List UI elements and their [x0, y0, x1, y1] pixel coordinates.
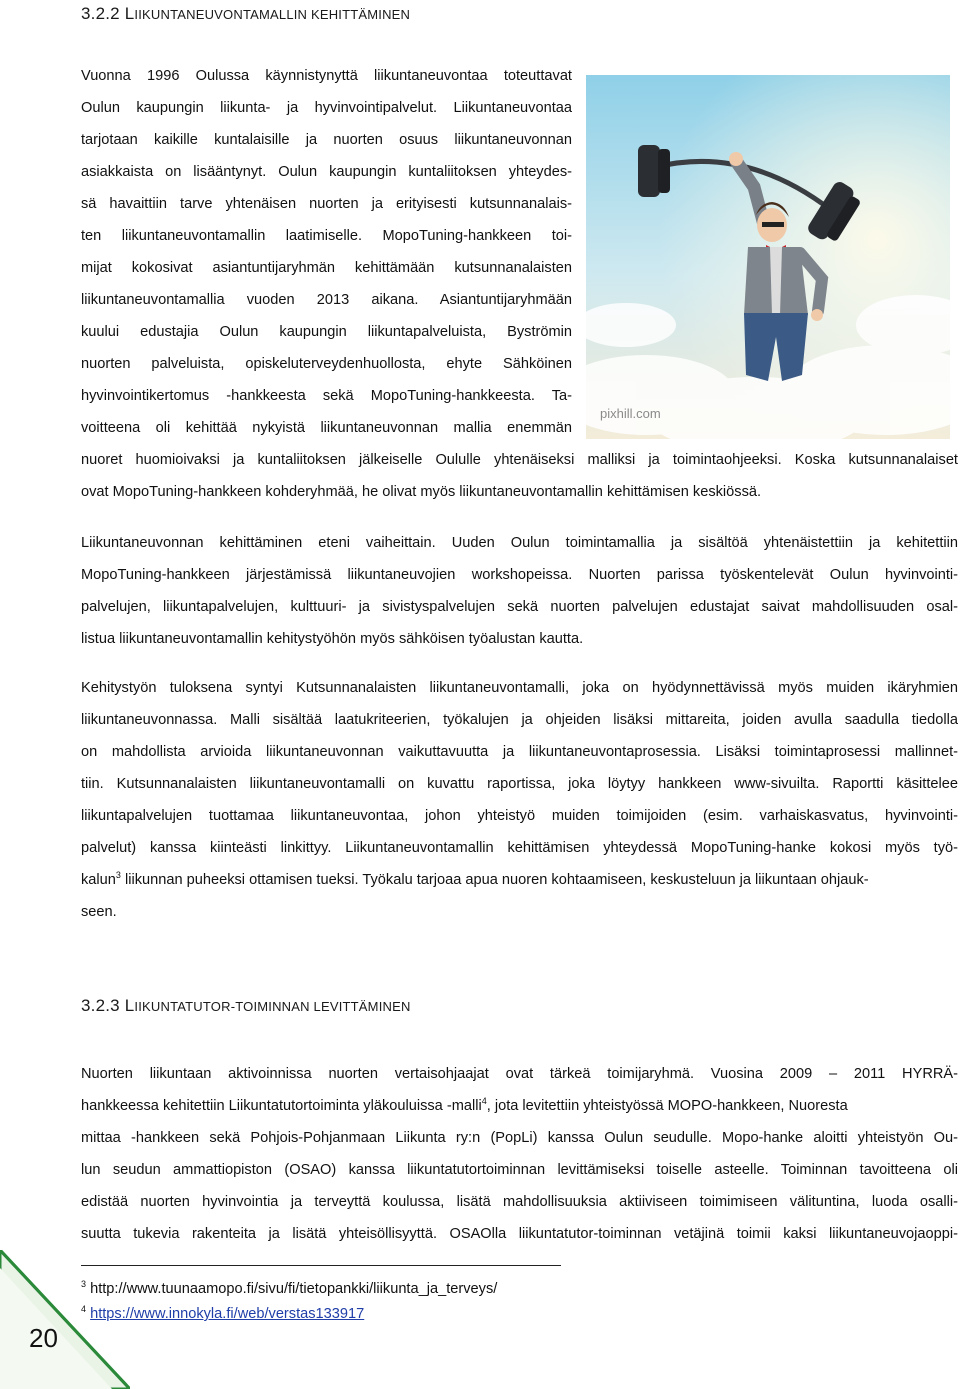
section-title: LIIKUNTATUTOR-TOIMINNAN LEVITTÄMINEN: [124, 996, 411, 1015]
text-line: liikuntaneuvontamallia vuoden 2013 aikana. Asiantuntijaryhmään: [81, 292, 572, 308]
barbell-man-photo: [586, 75, 950, 439]
text-line: Oulun kaupungin liikunta- ja hyvinvointipalvelut. Liikuntaneuvontaa: [81, 100, 572, 116]
section-heading-3-2-3: [81, 996, 411, 1016]
text-line: palvelujen, liikuntapalvelujen, kulttuuri- ja sivistyspalvelujen sekä nuorten palvelujen edustajat saivat mahdollisuuden osal-: [81, 599, 958, 615]
text-line: Liikuntaneuvonnan kehittäminen eteni vaiheittain. Uuden Oulun toimintamallia ja sisältöä yhtenäistettiin ja kehitettiin: [81, 535, 958, 551]
text-line: lun seudun ammattiopiston (OSAO) kanssa liikuntatutortoiminnan levittämiseksi toiselle asteelle. Toiminnan tavoitteena oli: [81, 1162, 958, 1178]
text-line: Nuorten liikuntaan aktivoinnissa nuorten vertaisohjaajat ovat tärkeä toimijaryhmä. Vuosina 2009 – 2011 HYRRÄ-: [81, 1066, 958, 1082]
text-line: asiakkaista on lisääntynyt. Oulun kaupungin kuntaliitoksen yhteydes-: [81, 164, 572, 180]
text-line: Kehitystyön tuloksena syntyi Kutsunnanalaisten liikuntaneuvontamalli, joka on hyödynnettävissä myös muiden ikäryhmien: [81, 680, 958, 696]
text-line: nuorten palveluista, opiskeluterveydenhuollosta, ehyte Sähköinen: [81, 356, 572, 372]
text-line: tiin. Kutsunnanalaisten liikuntaneuvontamalli on kuvattu raportissa, joka löytyy hankkeen www-sivuilta. Raportti käsittelee: [81, 776, 958, 792]
text-line: on mahdollista arvioida liikuntaneuvonnan vaikuttavuutta ja liikuntaneuvontaprosessia. Lisäksi toimintaprosessi mallinnet-: [81, 744, 958, 760]
text-line: liikuntaneuvonnassa. Malli sisältää laatukriteerien, työkalujen ja ohjeiden lisäksi mittareita, joiden avulla saadulla tiedolla: [81, 712, 958, 728]
text-line: mijat kokosivat asiantuntijaryhmän kehittämään kutsunnanalaisten: [81, 260, 572, 276]
text-line: voitteena oli kehittää nykyistä liikuntaneuvonnan mallia enemmän: [81, 420, 572, 436]
text-line: ten liikuntaneuvontamallin laatimiselle. MopoTuning-hankkeen toi-: [81, 228, 572, 244]
footnote-ref-4: 4: [481, 1096, 487, 1106]
text-line: sä havaittiin tarve yhtenäisen nuorten ja erityisesti kutsunnanalais-: [81, 196, 572, 212]
text-line: mittaa -hankkeen sekä Pohjois-Pohjanmaan Liikunta ry:n (PopLi) kanssa Oulun seudulle. Mopo-hanke aloitti yhteistyön Ou-: [81, 1130, 958, 1146]
text-line: listua liikuntaneuvontamallin kehitystyöhön myös sähköisen työalustan kautta.: [81, 631, 584, 647]
text-line: palvelut) kanssa kiinteästi linkittyy. Liikuntaneuvontamallin kehittämisen yhteydessä MopoTuning-hanke kokosi myös työ-: [81, 840, 958, 856]
section-title: LIIKUNTANEUVONTAMALLIN KEHITTÄMINEN: [124, 4, 411, 23]
footnote-4: $^4$ https://www.innokyla.fi/web/verstas133917: [81, 1304, 365, 1322]
text-line-with-footnote: [81, 1098, 958, 1114]
text-line: suutta tukevia rakenteita ja lisätä yhteisöllisyyttä. OSAOlla liikuntatutor-toiminnan vetäjinä toimii kaksi liikuntaneuvojaoppi-: [81, 1226, 958, 1242]
text-line: ovat MopoTuning-hankkeen kohderyhmää, he olivat myös liikuntaneuvontamallin kehittämisen keskiössä.: [81, 484, 762, 500]
section-number: 3.2.3: [81, 996, 120, 1015]
footnote-separator: [81, 1265, 561, 1266]
footnote-link[interactable]: https://www.innokyla.fi/web/verstas133917: [90, 1306, 365, 1322]
section-heading-3-2-2: [81, 4, 410, 24]
text-line: seen.: [81, 904, 117, 920]
section-number: 3.2.2: [81, 4, 120, 23]
text-line: kuului edustajia Oulun kaupungin liikuntapalveluista, Byströmin: [81, 324, 572, 340]
photo-watermark: pixhill.com: [600, 406, 661, 421]
text-line: edistää nuorten hyvinvointia ja terveyttä koulussa, lisätä mahdollisuuksia aktiiviseen toimimiseen välituntina, luoda osalli-: [81, 1194, 958, 1210]
text-line: hyvinvointikertomus -hankkeesta sekä MopoTuning-hankkeesta. Ta-: [81, 388, 572, 404]
photo-illustration: [586, 75, 950, 439]
text-line: Vuonna 1996 Oulussa käynnistynyttä liikuntaneuvontaa toteuttavat: [81, 68, 572, 84]
text-line: nuoret huomioivaksi ja kuntaliitoksen jälkeiselle Oululle yhtenäiseksi malliksi ja toimintaohjeeksi. Koska kutsunnanalaiset: [81, 452, 958, 468]
text-fragment: kalun$^3$ liikunnan puheeksi ottamisen tueksi. Työkalu tarjoaa apua nuoren kohtaamiseen, keskusteluun ja liikuntaan ohjauk-: [81, 870, 869, 888]
text-line: tarjotaan kaikille kuntalaisille ja nuorten osuus liikuntaneuvonnan: [81, 132, 572, 148]
text-fragment: hankkeessa kehitettiin Liikuntatutortoiminta yläkouluissa -malli$^4$, jota levitettiin yhteistyössä MOPO-hankkeen, Nuoresta: [81, 1096, 848, 1114]
text-line: liikuntapalvelujen tuottamaa liikuntaneuvontaa, johon yhteistyö muiden toimijoiden (esim. varhaiskasvatus, hyvinvointi-: [81, 808, 958, 824]
page-number: 20: [29, 1323, 58, 1353]
footnote-3: $^3$ http://www.tuunaamopo.fi/sivu/fi/tietopankki/liikunta_ja_terveys/: [81, 1279, 498, 1297]
text-line: MopoTuning-hankkeen järjestämissä liikuntaneuvojien workshopeissa. Nuorten parissa työskentelevät Oulun hyvinvointi-: [81, 567, 958, 583]
text-line-with-footnote: [81, 872, 958, 888]
page-corner-triangle: [0, 1250, 130, 1389]
footnote-ref-3: 3: [115, 870, 121, 880]
